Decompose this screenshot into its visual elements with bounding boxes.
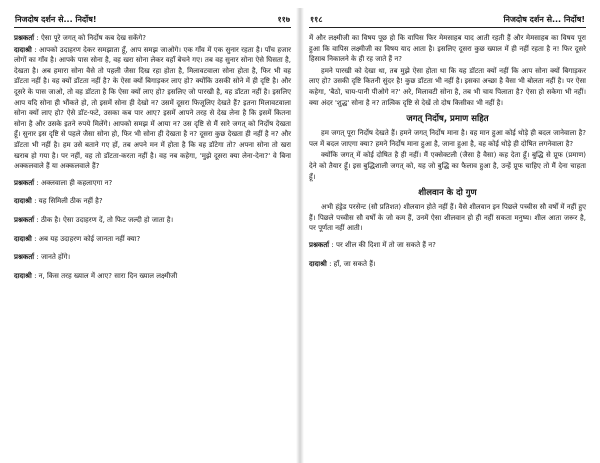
speaker-label: दादाश्री xyxy=(14,271,32,280)
body-paragraph: क्योंकि जगत् में कोई दोषित है ही नहीं। मैं एक्सेक्टली (जैसा है वैसा) कह देता हूँ। बुद्धि से प्रूफ (प्रमाण) देने को तैयार हूँ। इस बुद्धिशाली जगत् को, यह जो बुद्धि का फैलाव हुआ है, उन्हें प्रूफ चाहिए तो मैं देना चाहता हूँ। xyxy=(309,151,586,181)
dialogue-text: न, किस तरह ख्याल में आए? सारा दिन ख्याल लक्ष्मीजी xyxy=(38,271,178,280)
dialogue-text: अब यह उदाहरण कोई जानता नहीं क्या? xyxy=(38,234,141,243)
speaker-label: प्रश्नकर्ता xyxy=(14,178,35,187)
dialogue-block: दादाश्री : हाँ, जा सकते हैं। xyxy=(309,259,376,268)
section-heading: जगत् निर्दोष, प्रमाण सहित xyxy=(406,114,489,125)
right-header-title: निजदोष दर्शन से... निर्दोष! xyxy=(503,15,585,24)
speaker-label: प्रश्नकर्ता xyxy=(14,34,35,42)
dialogue-block: प्रश्नकर्ता : ठीक है। ऐसा उदाहरण दें, तो फिट जल्दी हो जाता है। xyxy=(14,215,174,224)
speaker-label: दादाश्री xyxy=(14,234,32,243)
body-paragraph: हमने पारखी को देखा था, तब मुझे ऐसा होता था कि यह डॉटता क्यों नहीं कि आप सोना क्यों बिगाड़कर लाए हो? उसकी दृष्टि कितनी सुंदर है! कुछ डॉटता भी नहीं है। इसका अच्छा है वैसा भी बोलता नहीं है। पर ऐसा कहेगा, 'बैठो, चाय-पानी पीओगे न?' अरे, मिलावटी सोना है, तब भी चाय पिलाता है? ऐसा हो सकेगा भी नहीं। क्या अंदर 'शुद्ध' सोना है न? तात्विक दृष्टि से देखें तो दोष किसीका भी नहीं है। xyxy=(309,66,586,107)
dialogue-block: दादाश्री : आपको उदाहरण देकर समझाता हूँ, आप समझ जाओगे। एक गाँव में एक सुनार रहता है। पाँच हजार लोगों का गाँव है। आपके पास सोना है, वह खरा सोना लेकर वहाँ बेचने गए। तब वह सुनार सोना ऐसे घिसता है, देखता है। अब हमारा सोना वैसे तो पहली जैसा दिख रहा होता है, मिलावटवाला सोना होता है, फिर भी वह डॉटता नहीं है। वह क्यों डॉटता नहीं है? के ऐसा क्यों बिगाड़कर लाए हो? क्योंकि उसकी सोने में ही दृष्टि है। और दूसरे के पास जाओ, तो वह डॉटता है कि ऐसा क्यों लाए हो? इसलिए जो पारखी है, वह डॉटता नहीं है। इसलिए आप यदि सोना ही भौंकते हो, तो इसमें सोना ही देखो न? उसमें दूसरा फिजूलिए देखते हैं? इतना मिलावटवाला सोना क्यों लाए हो? ऐसे डॉट-फटे, उसका कब पार आए? इसमें आपने तरह से देख लेना है कि इसमें कितना सोना है और उसके इतने रुपये मिलेंगे। आपको समझ में आया न? उस दृष्टि से मैं सारे जगत् को निर्दोष देखता हूँ। सुनार इस दृष्टि से पहले जैसा सोना हो, फिर भी सोना ही देखता है न? दूसरा कुछ देखता ही नहीं है न? और डॉटता भी नहीं है। हम उसे बताने गए हों, तब अपने मन में होता है कि वह डॉटेगा तो? अपना सोना तो खरा खराब हो गया है। पर नहीं, वह तो डॉटता-करता नहीं है। वह नब कहेगा, 'मुझे दूसरा क्या लेना-देना?' वे बिना अक्कलवाले हैं या अक्कलवाले हैं? xyxy=(14,45,291,171)
dialogue-block: दादाश्री : न, किस तरह ख्याल में आए? सारा दिन ख्याल लक्ष्मीजी xyxy=(14,271,178,280)
right-page-header xyxy=(309,14,586,28)
dialogue-text: हाँ, जा सकते हैं। xyxy=(333,259,376,268)
dialogue-text: यह सिमिली ठीक नहीं है? xyxy=(38,197,103,206)
dialogue-text: अक्लवाला ही कहलाएगा न? xyxy=(40,178,113,187)
speaker-label: प्रश्नकर्ता xyxy=(14,215,35,224)
book-gutter xyxy=(296,8,304,463)
right-page xyxy=(300,0,600,463)
speaker-label: प्रश्नकर्ता xyxy=(14,253,35,262)
dialogue-text: ऐसा पूरे जगत् को निर्दोष कब देख सकेंगे? xyxy=(40,34,146,42)
section-heading: शीलवान के दो गुण xyxy=(418,188,477,199)
dialogue-text: ठीक है। ऐसा उदाहरण दें, तो फिट जल्दी हो जाता है। xyxy=(40,215,174,224)
speaker-label: दादाश्री xyxy=(309,259,327,268)
body-paragraph: में और लक्ष्मीजी का विषय पूछ हो कि वापिस फिर मेमसाहब याद आती रहती हैं और मेमसाहब का विषय पूरा हुआ कि वापिस लक्ष्मीजी का विषय याद आता है। इसलिए दूसरा कुछ ख्याल में ही नहीं रहता है न! फिर दूसरे हिसाब निकालने के ही रह जाते हैं न? xyxy=(309,34,586,64)
dialogue-block: दादाश्री : यह सिमिली ठीक नहीं है? xyxy=(14,197,103,206)
body-paragraph: अभी हंड्रेड परसेन्ट (सौ प्रतिशत) शीलवान होते नहीं हैं। वैसे शीलवान इन पिछले पच्चीस सौ वर्षों में नहीं हुए हैं। पिछले पच्चीस सौ वर्षों के जो कम हैं, उनमें ऐसा शीलवान हो ही नहीं सकता मनुष्य। शील आता जरूर है, पर पूर्णता नहीं आती। xyxy=(309,203,586,233)
left-page-number: ११७ xyxy=(277,15,290,24)
dialogue-text: जानते होंगे। xyxy=(40,253,71,262)
left-header-title: निजदोष दर्शन से... निर्दोष! xyxy=(15,15,97,24)
speaker-label: दादाश्री xyxy=(14,197,32,206)
dialogue-block: प्रश्नकर्ता : जानते होंगे। xyxy=(14,253,71,262)
dialogue-block: प्रश्नकर्ता : पर शील की दिशा में तो जा सकते हैं न? xyxy=(309,240,436,249)
speaker-label: प्रश्नकर्ता xyxy=(309,240,330,249)
dialogue-block: प्रश्नकर्ता : अक्लवाला ही कहलाएगा न? xyxy=(14,178,113,187)
body-paragraph: हम जगत् पूरा निर्दोष देखते हैं। हमने जगत् निर्दोष माना है। वह मान हुआ कोई थोड़े ही बदल जानेवाला है? पल में बदल जाएगा क्या? हमने निर्दोष माना हुआ है, जाना हुआ है, वह कोई थोड़े ही दोषित लगनेवाला है? xyxy=(309,129,586,148)
left-page-header xyxy=(14,14,291,28)
speaker-label: दादाश्री xyxy=(14,45,32,54)
dialogue-text: आपको उदाहरण देकर समझाता हूँ, आप समझ जाओगे। एक गाँव में एक सुनार रहता है। पाँच हजार लोगों का गाँव है। आपके पास सोना है, वह खरा सोना लेकर वहाँ बेचने गए। तब वह सुनार सोना ऐसे घिसता है, देखता है। अब हमारा सोना वैसे तो पहली जैसा दिख रहा होता है, मिलावटवाला सोना होता है, फिर भी वह डॉटता नहीं है। वह क्यों डॉटता नहीं है? के ऐसा क्यों बिगाड़कर लाए हो? क्योंकि उसकी सोने में ही दृष्टि है। और दूसरे के पास जाओ, तो वह डॉटता है कि ऐसा क्यों लाए हो? इसलिए जो पारखी है, वह डॉटता नहीं है। इसलिए आप यदि सोना ही भौंकते हो, तो इसमें सोना ही देखो न? उसमें दूसरा फिजूलिए देखते हैं? इतना मिलावटवाला सोना क्यों लाए हो? ऐसे डॉट-फटे, उसका कब पार आए? इसमें आपने तरह से देख लेना है कि इसमें कितना सोना है और उसके इतने रुपये मिलेंगे। आपको समझ में आया न? उस दृष्टि से मैं सारे जगत् को निर्दोष देखता हूँ। सुनार इस दृष्टि से पहले जैसा सोना हो, फिर भी सोना ही देखता है न? दूसरा कुछ देखता ही नहीं है न? और डॉटता भी नहीं है। हम उसे बताने गए हों, तब अपने मन में होता है कि वह डॉटेगा तो? अपना सोना तो खरा खराब हो गया है। पर नहीं, वह तो डॉटता-करता नहीं है। वह नब कहेगा, 'मुझे दूसरा क्या लेना-देना?' वे बिना अक्कलवाले हैं या अक्कलवाले हैं? xyxy=(14,45,291,171)
right-page-number: ११८ xyxy=(310,15,323,24)
dialogue-block: प्रश्नकर्ता : ऐसा पूरे जगत् को निर्दोष कब देख सकेंगे? xyxy=(14,34,146,42)
dialogue-block: दादाश्री : अब यह उदाहरण कोई जानता नहीं क्या? xyxy=(14,234,141,243)
dialogue-text: पर शील की दिशा में तो जा सकते हैं न? xyxy=(335,240,436,249)
